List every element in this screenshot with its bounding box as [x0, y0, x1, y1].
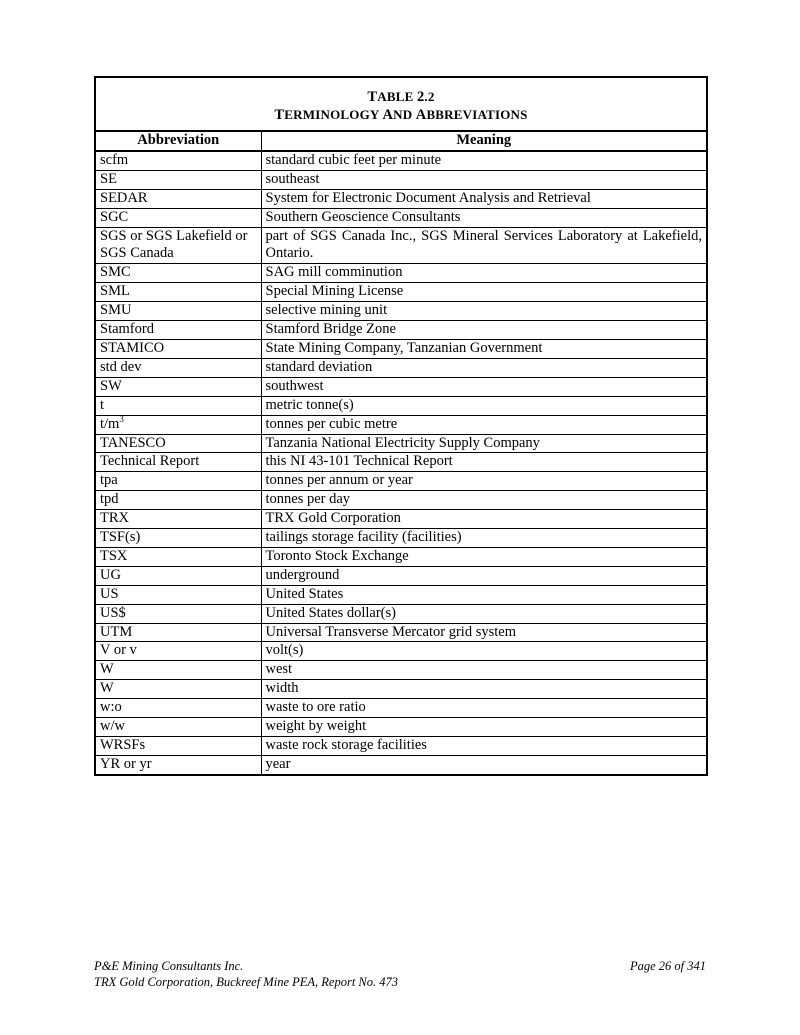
abbreviation-cell [95, 396, 261, 415]
table-title-line2 [100, 106, 702, 124]
meaning-cell [261, 208, 707, 227]
table-row [95, 377, 707, 396]
meaning-cell [261, 661, 707, 680]
abbreviation-cell [95, 415, 261, 434]
abbreviation-text: US$ [100, 604, 126, 621]
table-row [95, 321, 707, 340]
abbreviation-text: TRX [100, 510, 129, 527]
page-footer [94, 958, 706, 990]
meaning-cell [261, 680, 707, 699]
meaning-cell [261, 585, 707, 604]
meaning-text: Stamford Bridge Zone [265, 321, 396, 338]
meaning-cell [261, 358, 707, 377]
table-row [95, 189, 707, 208]
abbreviation-text: SEDAR [100, 189, 148, 206]
meaning-text: metric tonne(s) [265, 396, 354, 413]
meaning-text: standard cubic feet per minute [265, 151, 442, 168]
meaning-text: volt(s) [265, 642, 304, 659]
table-row [95, 264, 707, 283]
table-header-row [95, 131, 707, 151]
table-caption: TERMINOLOGY AND ABBREVIATIONS [274, 107, 528, 123]
meaning-cell [261, 377, 707, 396]
table-row [95, 604, 707, 623]
abbreviation-text: std dev [100, 358, 142, 375]
table-row [95, 415, 707, 434]
abbreviation-cell [95, 566, 261, 585]
meaning-cell [261, 718, 707, 737]
footer-company: P&E Mining Consultants Inc. [94, 959, 244, 973]
abbreviation-text: SW [100, 377, 122, 394]
table-row [95, 585, 707, 604]
table-row [95, 642, 707, 661]
table-row [95, 699, 707, 718]
table-row [95, 472, 707, 491]
meaning-text: Tanzania National Electricity Supply Company [265, 434, 540, 451]
abbreviation-text: STAMICO [100, 339, 165, 356]
meaning-text: waste rock storage facilities [265, 737, 427, 753]
abbreviation-cell [95, 339, 261, 358]
meaning-text: State Mining Company, Tanzanian Government [265, 339, 543, 356]
footer-page-number: Page 26 of 341 [629, 959, 706, 973]
abbreviation-text: SGS or SGS Lakefield or SGS Canada [100, 227, 248, 262]
table-title-row [95, 77, 707, 131]
meaning-cell [261, 529, 707, 548]
meaning-cell [261, 396, 707, 415]
table-row [95, 718, 707, 737]
table-row [95, 396, 707, 415]
table-row [95, 302, 707, 321]
abbreviation-text: YR or yr [100, 755, 152, 772]
table-row [95, 737, 707, 756]
meaning-cell [261, 321, 707, 340]
abbreviation-cell [95, 302, 261, 321]
meaning-text: United States dollar(s) [265, 604, 396, 621]
abbreviation-text: US [100, 585, 119, 602]
abbreviation-cell [95, 358, 261, 377]
abbreviation-text: WRSFs [100, 737, 146, 753]
table-row [95, 283, 707, 302]
table-row [95, 453, 707, 472]
abbreviation-text: Technical Report [100, 453, 200, 470]
meaning-cell [261, 415, 707, 434]
meaning-text: System for Electronic Document Analysis and Retrieval [265, 189, 591, 206]
meaning-cell [261, 642, 707, 661]
abbreviation-cell [95, 377, 261, 396]
table-title [95, 77, 707, 131]
meaning-text: TRX Gold Corporation [265, 510, 401, 527]
table-row [95, 358, 707, 377]
abbreviation-text: SE [100, 170, 117, 187]
meaning-cell [261, 755, 707, 774]
table-title-line1 [100, 88, 702, 106]
abbreviation-cell [95, 283, 261, 302]
meaning-text: SAG mill comminution [265, 264, 403, 281]
abbreviation-cell [95, 547, 261, 566]
abbreviation-text: tpd [100, 491, 119, 508]
abbreviation-cell [95, 208, 261, 227]
abbreviation-cell [95, 680, 261, 699]
abbreviation-text: V or v [100, 642, 137, 659]
meaning-text: west [265, 661, 293, 678]
abbreviation-text: UTM [100, 623, 133, 640]
abbreviation-text: TSX [100, 547, 128, 564]
table-row [95, 434, 707, 453]
table-body [95, 151, 707, 775]
abbreviation-cell [95, 170, 261, 189]
abbreviation-text: Stamford [100, 321, 154, 338]
footer-report: TRX Gold Corporation, Buckreef Mine PEA, Report No. 473 [94, 975, 399, 989]
abbreviation-text: TANESCO [100, 434, 166, 451]
table-row [95, 623, 707, 642]
abbreviation-cell [95, 189, 261, 208]
meaning-text: tonnes per annum or year [265, 472, 413, 489]
abbreviation-cell [95, 642, 261, 661]
abbreviation-cell [95, 453, 261, 472]
meaning-cell [261, 566, 707, 585]
meaning-text: this NI 43-101 Technical Report [265, 453, 453, 470]
meaning-text: tailings storage facility (facilities) [265, 529, 462, 546]
abbreviation-cell [95, 737, 261, 756]
abbreviation-cell [95, 472, 261, 491]
meaning-cell [261, 604, 707, 623]
meaning-cell [261, 699, 707, 718]
abbreviation-cell [95, 227, 261, 264]
meaning-cell [261, 453, 707, 472]
meaning-text: Southern Geoscience Consultants [265, 208, 461, 225]
abbreviation-superscript: 3 [119, 413, 124, 424]
abbreviation-text: UG [100, 566, 121, 583]
abbreviation-cell [95, 604, 261, 623]
abbreviation-text: t/m [100, 415, 120, 432]
abbreviation-text: W [100, 661, 114, 678]
meaning-cell [261, 339, 707, 358]
abbreviation-cell [95, 529, 261, 548]
abbreviation-cell [95, 434, 261, 453]
table-row [95, 339, 707, 358]
meaning-text: standard deviation [265, 358, 373, 375]
meaning-text: tonnes per day [265, 491, 351, 508]
meaning-cell [261, 151, 707, 170]
meaning-cell [261, 302, 707, 321]
meaning-text: southwest [265, 377, 324, 394]
meaning-cell [261, 283, 707, 302]
meaning-text: year [265, 755, 291, 772]
table-row [95, 227, 707, 264]
abbreviation-cell [95, 718, 261, 737]
abbreviation-cell [95, 585, 261, 604]
meaning-cell [261, 623, 707, 642]
meaning-cell [261, 472, 707, 491]
meaning-text: Toronto Stock Exchange [265, 547, 409, 564]
table-row [95, 755, 707, 774]
column-header-abbreviation: Abbreviation [95, 131, 261, 151]
table-row [95, 170, 707, 189]
table-row [95, 208, 707, 227]
abbreviation-text: tpa [100, 472, 118, 489]
abbreviation-cell [95, 755, 261, 774]
abbreviation-cell [95, 623, 261, 642]
meaning-cell [261, 491, 707, 510]
abbreviation-cell [95, 661, 261, 680]
meaning-cell [261, 170, 707, 189]
abbreviation-text: w/w [100, 718, 125, 735]
meaning-cell [261, 227, 707, 264]
abbreviation-cell [95, 491, 261, 510]
table-row [95, 680, 707, 699]
abbreviation-text: TSF(s) [100, 529, 141, 546]
meaning-cell [261, 547, 707, 566]
abbreviation-text: w:o [100, 699, 122, 716]
meaning-cell [261, 510, 707, 529]
abbreviation-text: SMU [100, 302, 132, 319]
meaning-text: tonnes per cubic metre [265, 415, 398, 432]
abbreviation-text: SMC [100, 264, 131, 281]
meaning-text: United States [265, 585, 344, 602]
table-row [95, 491, 707, 510]
table-row [95, 151, 707, 170]
column-header-meaning: Meaning [261, 131, 707, 151]
meaning-text: Universal Transverse Mercator grid system [265, 623, 516, 640]
abbreviation-cell [95, 321, 261, 340]
table-row [95, 510, 707, 529]
abbreviations-table [94, 76, 708, 776]
meaning-text: southeast [265, 170, 320, 187]
abbreviation-cell [95, 264, 261, 283]
table-number: TABLE 2.2 [367, 89, 435, 105]
abbreviation-cell [95, 699, 261, 718]
meaning-text: selective mining unit [265, 302, 388, 319]
abbreviation-text: W [100, 680, 114, 697]
table-row [95, 566, 707, 585]
meaning-text: underground [265, 566, 340, 583]
abbreviation-text: SML [100, 283, 130, 300]
meaning-text: width [265, 680, 299, 697]
meaning-text: part of SGS Canada Inc., SGS Mineral Services Laboratory at Lakefield, Ontario. [265, 227, 702, 262]
meaning-text: Special Mining License [265, 283, 404, 300]
table-row [95, 529, 707, 548]
table-row [95, 547, 707, 566]
abbreviation-text: scfm [100, 151, 129, 168]
meaning-cell [261, 189, 707, 208]
meaning-text: waste to ore ratio [265, 699, 366, 716]
abbreviation-cell [95, 510, 261, 529]
meaning-cell [261, 264, 707, 283]
abbreviation-text: SGC [100, 208, 129, 225]
meaning-cell [261, 737, 707, 756]
meaning-text: weight by weight [265, 718, 367, 735]
abbreviation-text: t [100, 396, 105, 413]
table-row [95, 661, 707, 680]
meaning-cell [261, 434, 707, 453]
abbreviation-cell [95, 151, 261, 170]
